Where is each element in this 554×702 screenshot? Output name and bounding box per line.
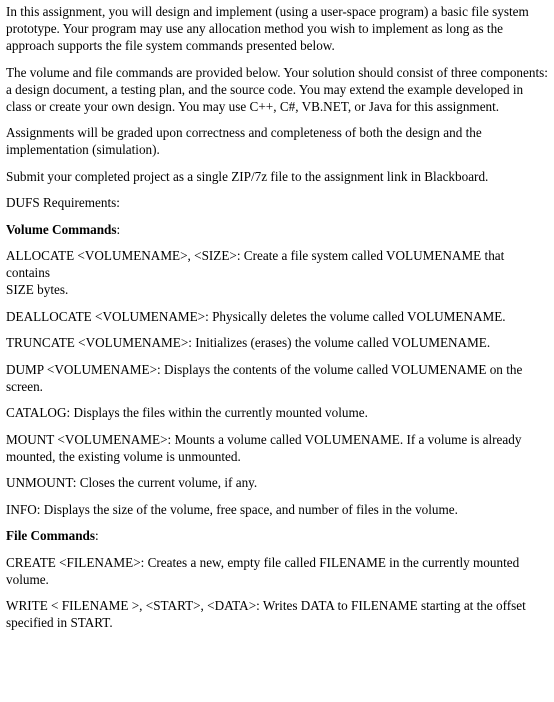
command-info: INFO: Displays the size of the volume, free space, and number of files in the volume.	[6, 501, 458, 517]
intro-paragraph: The volume and file commands are provided below. Your solution should consist of three components: a design document, a testing plan, and the source code. You may extend the example developed in class or create your own design. You may use C++, C#, VB.NET, or Java for this assignment.	[6, 64, 548, 114]
command-line: ALLOCATE <VOLUMENAME>, <SIZE>: Create a file system called VOLUMENAME that contains	[6, 248, 505, 280]
command-line: SIZE bytes.	[6, 282, 69, 297]
command-create: CREATE <FILENAME>: Creates a new, empty file called FILENAME in the currently mounted volume.	[6, 554, 520, 587]
command-mount: MOUNT <VOLUMENAME>: Mounts a volume called VOLUMENAME. If a volume is already mounted, the existing volume is unmounted.	[6, 431, 522, 464]
command-deallocate: DEALLOCATE <VOLUMENAME>: Physically deletes the volume called VOLUMENAME.	[6, 308, 506, 324]
heading-text: Volume Commands	[6, 221, 117, 237]
file-commands-heading	[6, 527, 548, 544]
heading-text: File Commands	[6, 528, 96, 543]
heading-colon: :	[95, 528, 99, 543]
command-write: WRITE < FILENAME >, <START>, <DATA>: Writes DATA to FILENAME starting at the offset specified in START.	[6, 598, 526, 630]
command-dump: DUMP <VOLUMENAME>: Displays the contents of the volume called VOLUMENAME on the screen.	[6, 361, 523, 394]
intro-paragraph: Assignments will be graded upon correctness and completeness of both the design and the implementation (simulation).	[6, 125, 482, 157]
command-allocate	[6, 247, 548, 298]
command-truncate: TRUNCATE <VOLUMENAME>: Initializes (erases) the volume called VOLUMENAME.	[6, 335, 491, 350]
requirements-label: DUFS Requirements:	[6, 195, 120, 210]
intro-paragraph: Submit your completed project as a single ZIP/7z file to the assignment link in Blackboard.	[6, 168, 489, 184]
heading-colon: :	[116, 221, 121, 237]
volume-commands-heading	[6, 221, 548, 238]
command-unmount: UNMOUNT: Closes the current volume, if any.	[6, 475, 258, 490]
intro-paragraph: In this assignment, you will design and implement (using a user-space program) a basic file system prototype. Your program may use any allocation method you wish to implement as long as the approach supports the file system commands presented below.	[6, 4, 529, 53]
command-catalog: CATALOG: Displays the files within the currently mounted volume.	[6, 405, 368, 420]
